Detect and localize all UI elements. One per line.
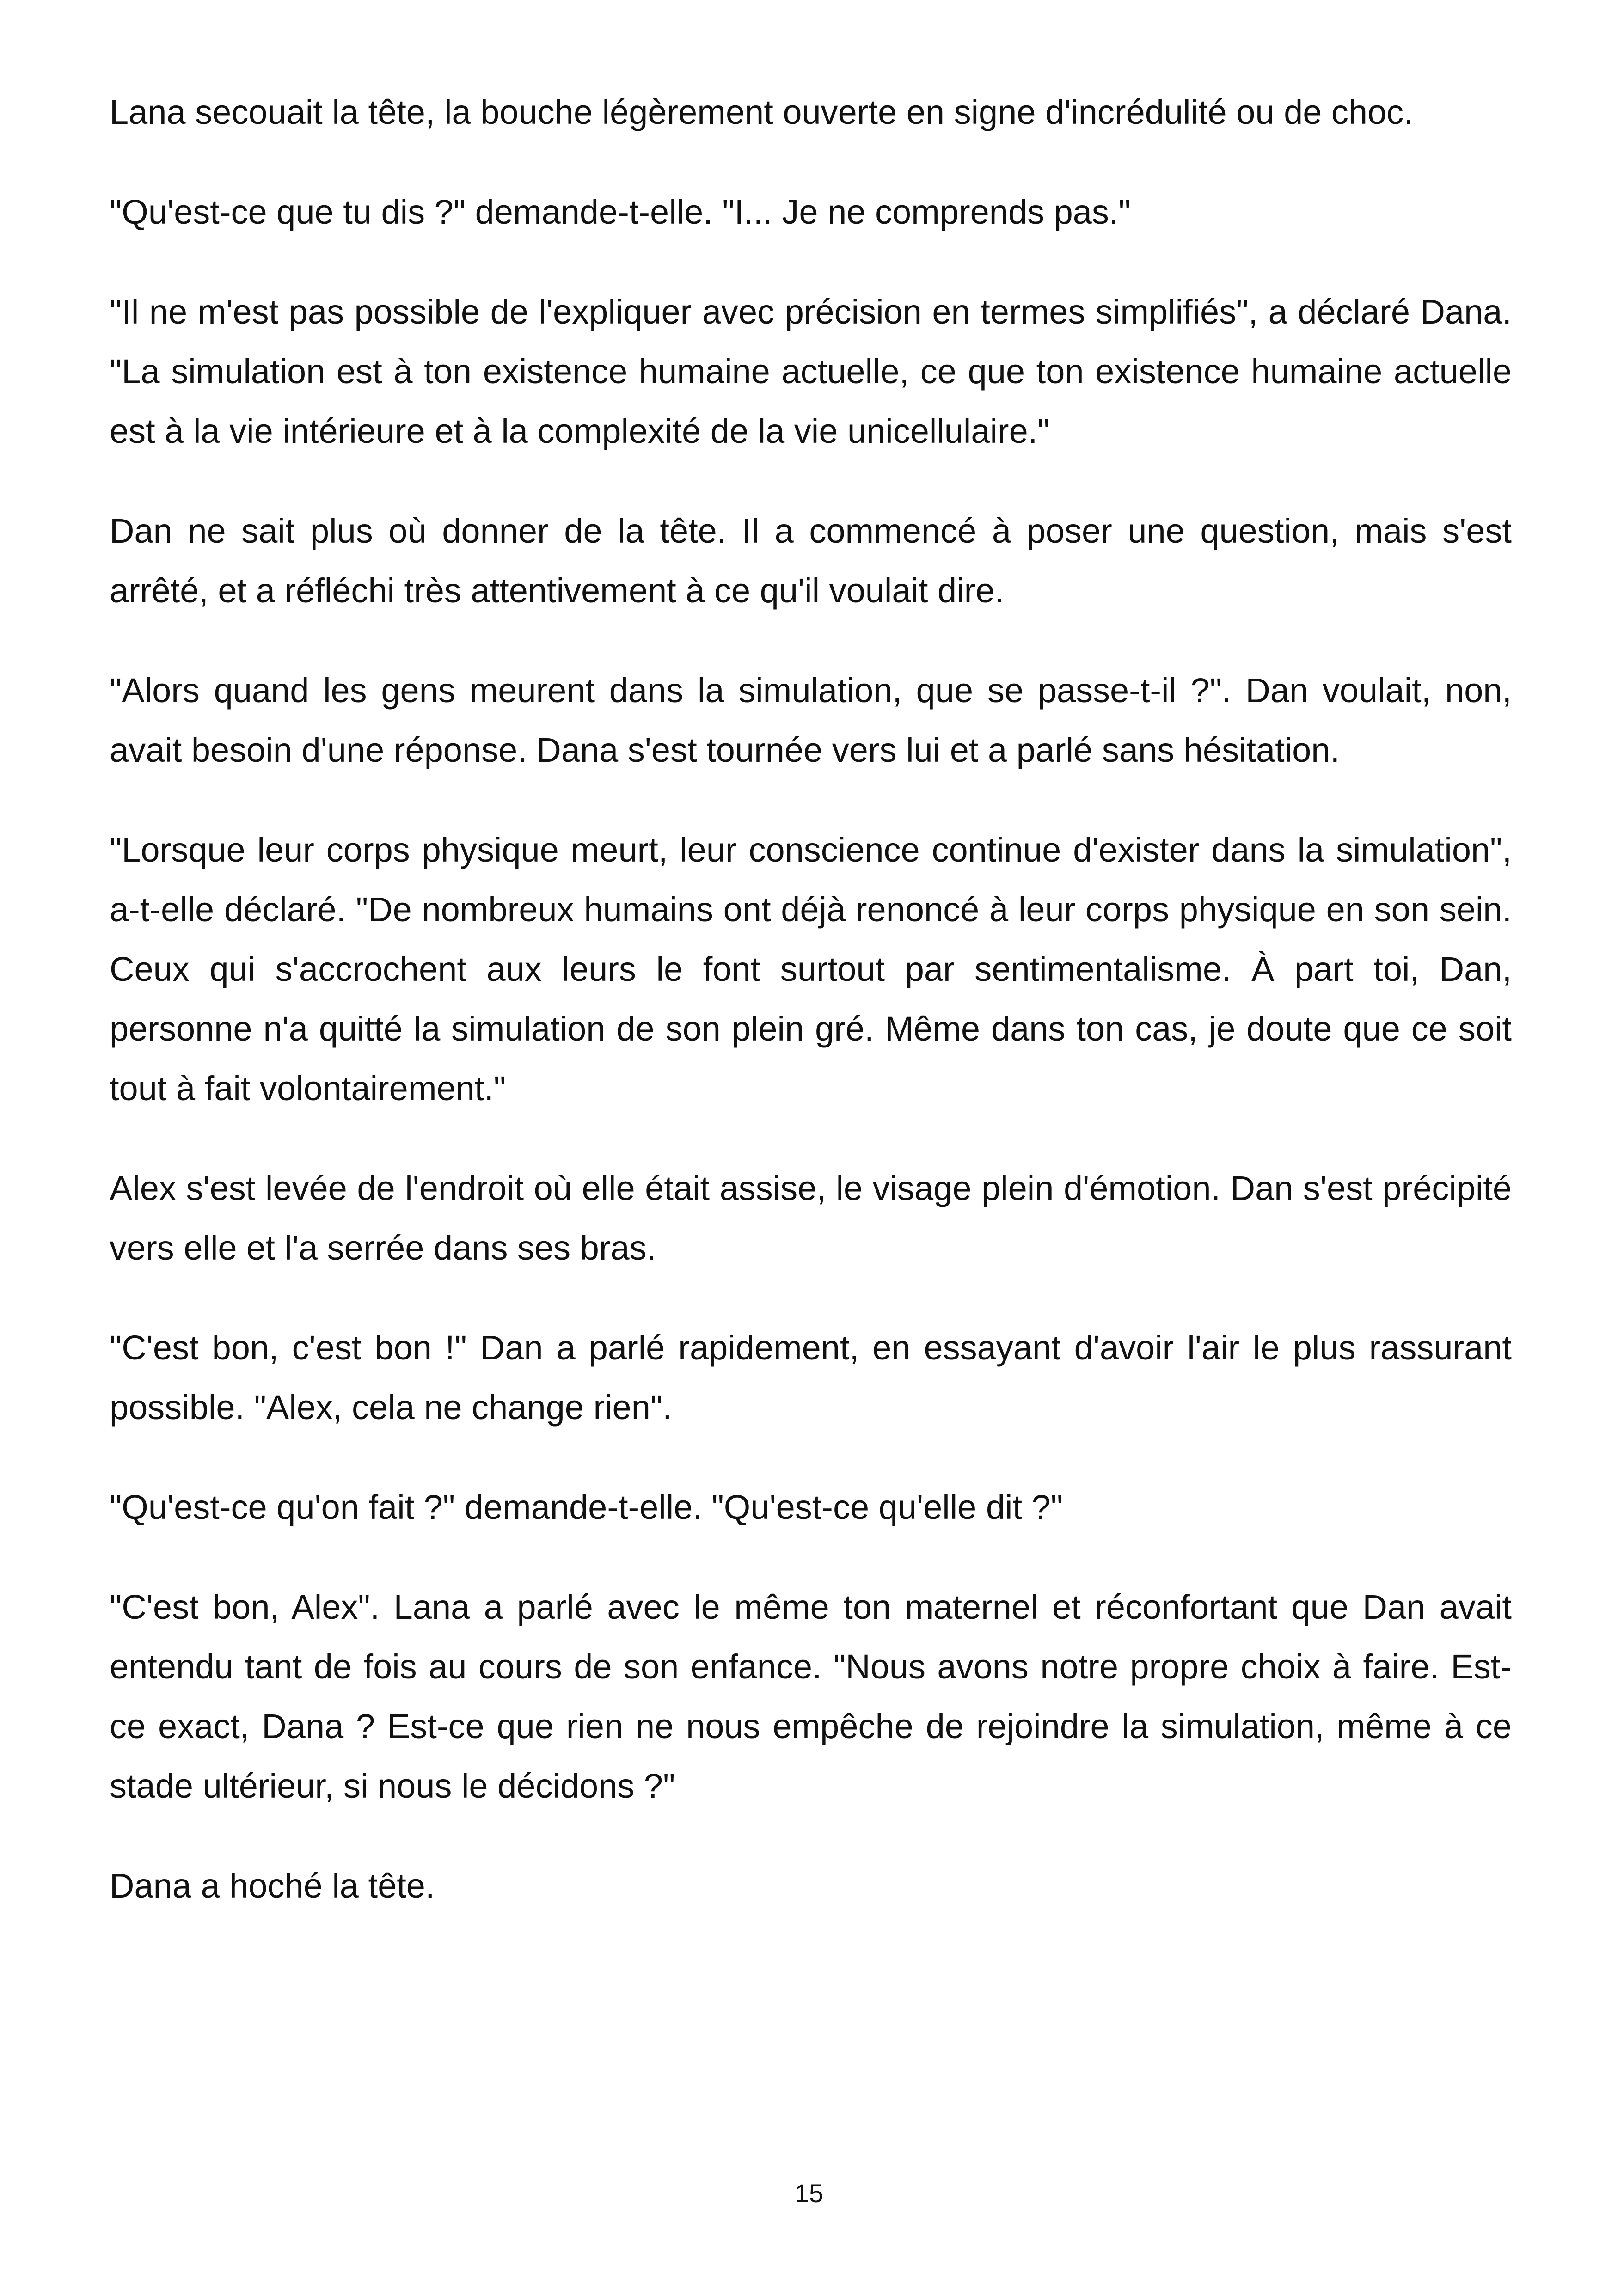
paragraph: Alex s'est levée de l'endroit où elle était assise, le visage plein d'émotion. Dan s'est précipité vers elle et l'a serrée dans ses bras. (110, 1169, 1512, 1267)
paragraph: "C'est bon, Alex". Lana a parlé avec le même ton maternel et réconfortant que Dan avait entendu tant de fois au cours de son enfance. "Nous avons notre propre choix à faire. Est-ce exact, Dana ? Est-ce que rien ne nous empêche de rejoindre la simulation, même à ce stade ultérieur, si nous le décidons ?" (110, 1588, 1512, 1805)
paragraph: "Qu'est-ce qu'on fait ?" demande-t-elle. "Qu'est-ce qu'elle dit ?" (110, 1488, 1063, 1526)
paragraph: Dana a hoché la tête. (110, 1867, 435, 1905)
paragraph: "Qu'est-ce que tu dis ?" demande-t-elle. "I... Je ne comprends pas." (110, 193, 1131, 231)
paragraph: Dan ne sait plus où donner de la tête. Il a commencé à poser une question, mais s'est arrêté, et a réfléchi très attentivement à ce qu'il voulait dire. (110, 512, 1512, 610)
paragraph: Lana secouait la tête, la bouche légèrement ouverte en signe d'incrédulité ou de choc. (110, 93, 1413, 131)
body-text (110, 82, 1512, 1956)
page-number: 15 (794, 2179, 824, 2208)
paragraph: "Lorsque leur corps physique meurt, leur conscience continue d'exister dans la simulation", a-t-elle déclaré. "De nombreux humains ont déjà renoncé à leur corps physique en son sein. Ceux qui s'accrochent aux leurs le font surtout par sentimentalisme. À part toi, Dan, personne n'a quitté la simulation de son plein gré. Même dans ton cas, je doute que ce soit tout à fait volontairement." (110, 831, 1512, 1108)
paragraph: "C'est bon, c'est bon !" Dan a parlé rapidement, en essayant d'avoir l'air le plus rassurant possible. "Alex, cela ne change rien". (110, 1329, 1512, 1427)
paragraph: "Il ne m'est pas possible de l'expliquer avec précision en termes simplifiés", a déclaré Dana. "La simulation est à ton existence humaine actuelle, ce que ton existence humaine actuelle est à la vie intérieure et à la complexité de la vie unicellulaire." (110, 293, 1512, 450)
paragraph: "Alors quand les gens meurent dans la simulation, que se passe-t-il ?". Dan voulait, non, avait besoin d'une réponse. Dana s'est tournée vers lui et a parlé sans hésitation. (110, 671, 1512, 769)
